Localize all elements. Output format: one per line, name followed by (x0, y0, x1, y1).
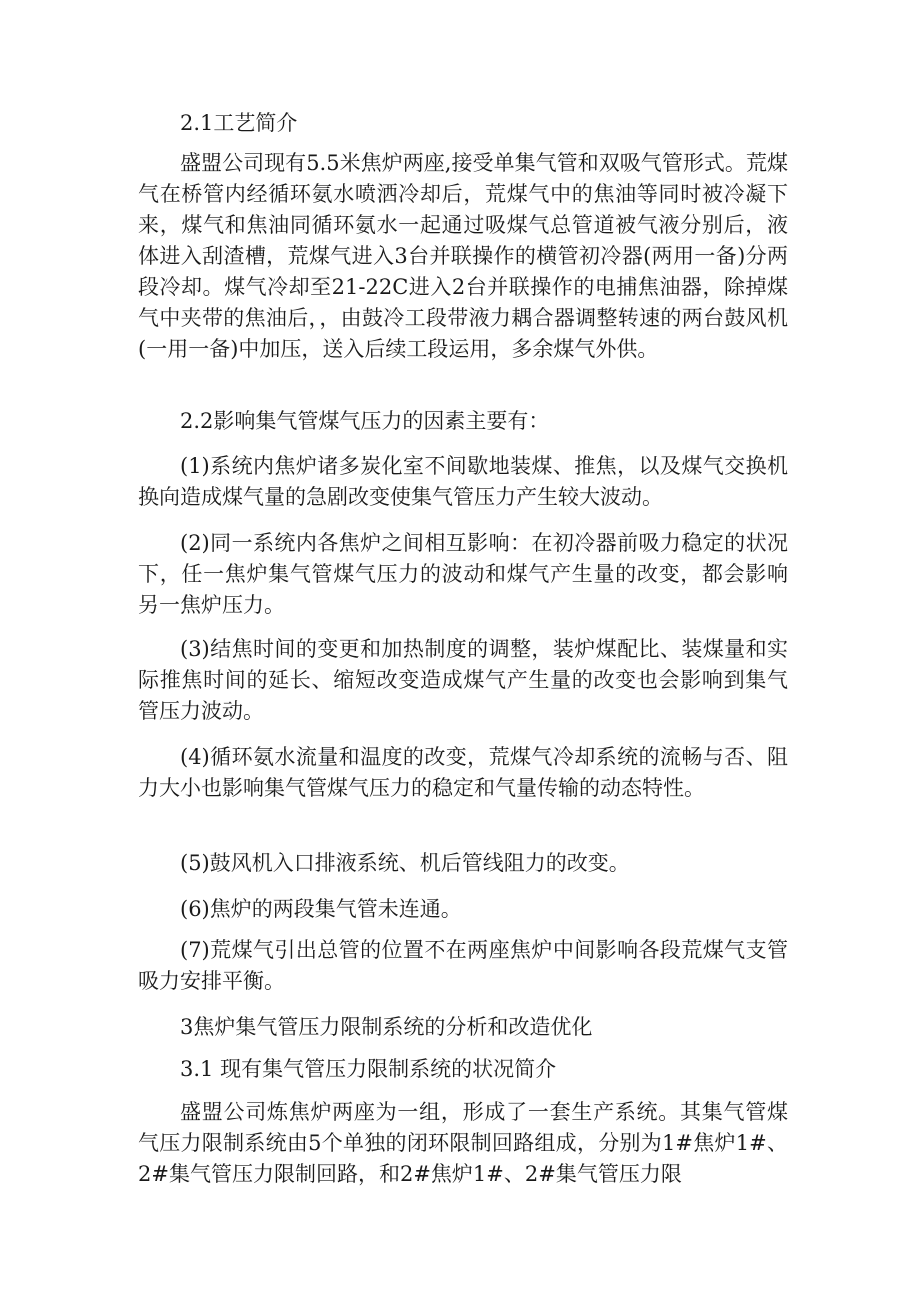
list-item-factor-1: (1)系统内焦炉诸多炭化室不间歇地装煤、推焦，以及煤气交换机换向造成煤气量的急剧改变使集气管压力产生较大波动。 (138, 454, 788, 509)
list-item-factor-5: (5)鼓风机入口排液系统、机后管线阻力的改变。 (180, 851, 630, 875)
list-item-factor-3: (3)结焦时间的变更和加热制度的调整，装炉煤配比、装煤量和实际推焦时间的延长、缩短改变造成煤气产生量的改变也会影响到集气管压力波动。 (138, 637, 788, 723)
section-heading-3-1: 3.1 现有集气管压力限制系统的状况简介 (180, 1057, 557, 1081)
section-heading-3: 3焦炉集气管压力限制系统的分析和改造优化 (180, 1015, 593, 1039)
list-item-factor-6: (6)焦炉的两段集气管未连通。 (180, 897, 462, 921)
section-heading-2-2: 2.2影响集气管煤气压力的因素主要有： (180, 409, 550, 433)
list-item-factor-2: (2)同一系统内各焦炉之间相互影响：在初冷器前吸力稳定的状况下，任一焦炉集气管煤气压力的波动和煤气产生量的改变，都会影响另一焦炉压力。 (138, 531, 788, 617)
section-heading-2-1: 2.1工艺简介 (180, 111, 298, 135)
list-item-factor-7: (7)荒煤气引出总管的位置不在两座焦炉中间影响各段荒煤气支管吸力安排平衡。 (138, 938, 788, 993)
paragraph-process-intro: 盛盟公司现有5.5米焦炉两座,接受单集气管和双吸气管形式。荒煤气在桥管内经循环氨水喷洒冷却后，荒煤气中的焦油等同时被冷凝下来，煤气和焦油同循环氨水一起通过吸煤气总管道被气液分别后，液体进入刮渣槽，荒煤气进入3台并联操作的横管初冷器(两用一备)分两段冷却。煤气冷却至21-22C进入2台并联操作的电捕焦油器，除掉煤气中夹带的焦油后，，由鼓冷工段带液力耦合器调整转速的两台鼓风机(一用一备)中加压，送入后续工段运用，多余煤气外供。 (138, 151, 788, 361)
paragraph-system-overview: 盛盟公司炼焦炉两座为一组，形成了一套生产系统。其集气管煤气压力限制系统由5个单独的闭环限制回路组成，分别为1#焦炉1#、2#集气管压力限制回路，和2#焦炉1#、2#集气管压力限 (138, 1100, 788, 1186)
list-item-factor-4: (4)循环氨水流量和温度的改变，荒煤气冷却系统的流畅与否、阻力大小也影响集气管煤气压力的稳定和气量传输的动态特性。 (138, 745, 788, 800)
